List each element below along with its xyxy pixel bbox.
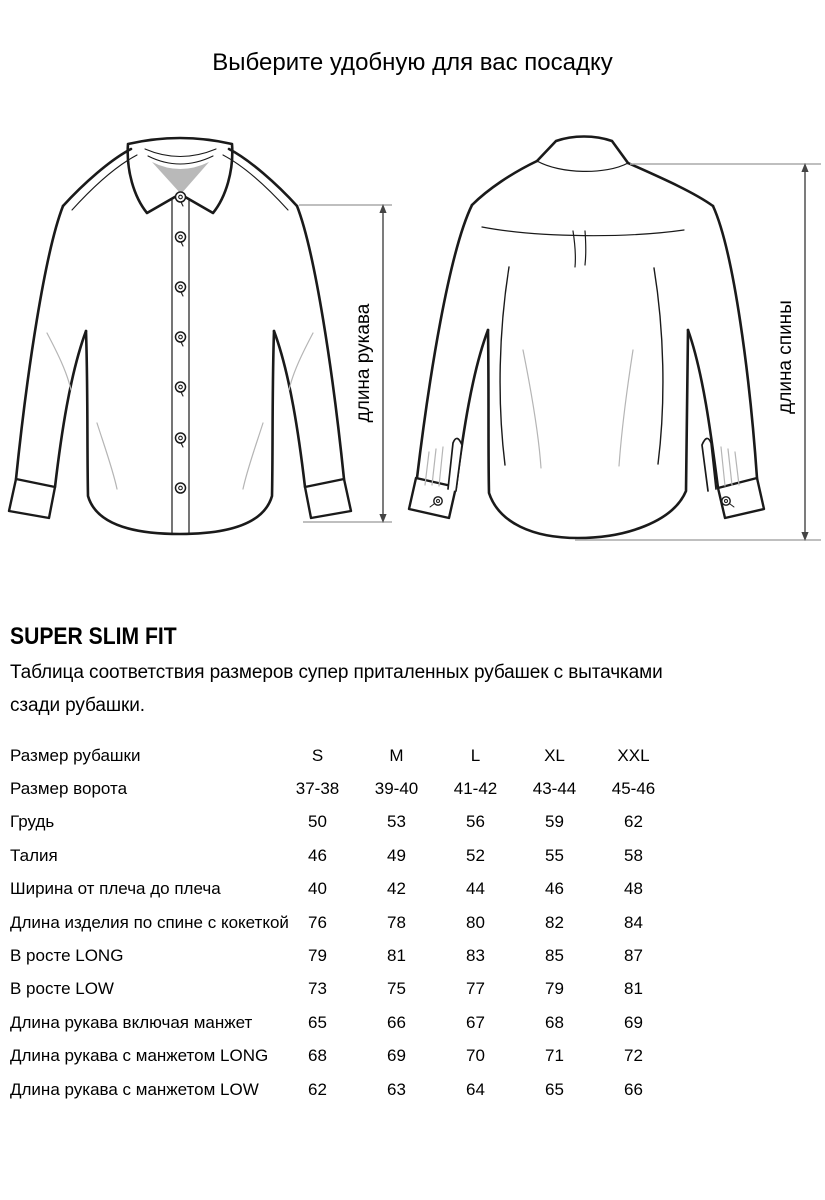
size-cell: 65 (308, 1012, 327, 1032)
size-cell: 58 (624, 845, 643, 865)
size-cell: 68 (308, 1046, 327, 1066)
table-row (10, 806, 673, 839)
size-cell: 65 (545, 1079, 564, 1099)
size-guide-figure (0, 0, 825, 575)
size-cell: 81 (624, 979, 643, 999)
size-cell: 56 (466, 812, 485, 832)
size-cell: 45-46 (611, 779, 656, 799)
row-label: Размер рубашки (10, 745, 141, 765)
shirt-back-illustration (409, 137, 764, 539)
size-cell: 79 (545, 979, 564, 999)
shirt-front-illustration (9, 138, 351, 534)
size-cell: 53 (387, 812, 406, 832)
sleeve-length-label: длина рукава (353, 303, 374, 423)
collar-shade (152, 162, 209, 194)
size-cell: 67 (466, 1012, 485, 1032)
page-title: Выберите удобную для вас посадку (212, 49, 613, 76)
size-cell: 75 (387, 979, 406, 999)
row-label: Талия (10, 845, 58, 865)
table-row (10, 873, 673, 906)
row-label: Длина рукава включая манжет (10, 1012, 253, 1032)
size-cell: 78 (387, 912, 406, 932)
right-sleeve-placket (702, 438, 716, 491)
size-cell: 48 (624, 879, 643, 899)
table-row (10, 973, 673, 1006)
size-cell: 46 (545, 879, 564, 899)
size-column-header: S (311, 745, 324, 765)
size-cell: 42 (387, 879, 406, 899)
fit-description-line: Таблица соответствия размеров супер приталенных рубашек с вытачками (10, 662, 663, 683)
size-cell: 63 (387, 1079, 406, 1099)
row-label: В росте LONG (10, 946, 124, 966)
table-row (10, 1073, 673, 1106)
size-cell: 85 (545, 946, 564, 966)
size-cell: 70 (466, 1046, 485, 1066)
size-cell: 44 (466, 879, 485, 899)
size-cell: 69 (624, 1012, 643, 1032)
table-row (10, 906, 673, 939)
size-cell: 62 (308, 1079, 327, 1099)
size-column-header: L (470, 745, 481, 765)
size-cell: 62 (624, 812, 643, 832)
table-row (10, 1006, 673, 1039)
size-cell: 43-44 (532, 779, 577, 799)
size-cell: 39-40 (374, 779, 419, 799)
row-label: Грудь (10, 812, 55, 832)
size-cell: 76 (308, 912, 327, 932)
size-table (10, 739, 673, 1106)
table-row (10, 939, 673, 972)
size-column-header: XL (544, 745, 565, 765)
back-cuff-buttons (430, 497, 734, 507)
size-cell: 72 (624, 1046, 643, 1066)
left-sleeve-placket (448, 438, 462, 491)
fit-description-line: сзади рубашки. (10, 695, 145, 716)
size-cell: 82 (545, 912, 564, 932)
size-cell: 55 (545, 845, 564, 865)
fit-description (10, 656, 810, 722)
size-cell: 64 (466, 1079, 485, 1099)
size-cell: 81 (387, 946, 406, 966)
size-cell: 41-42 (453, 779, 498, 799)
size-cell: 66 (387, 1012, 406, 1032)
size-cell: 46 (308, 845, 327, 865)
table-row (10, 1040, 673, 1073)
size-cell: 73 (308, 979, 327, 999)
size-cell: 77 (466, 979, 485, 999)
size-cell: 40 (308, 879, 327, 899)
back-length-arrow (575, 163, 821, 541)
size-cell: 68 (545, 1012, 564, 1032)
sleeve-length-arrow (299, 204, 392, 523)
front-buttons (176, 192, 186, 493)
row-label: В росте LOW (10, 979, 114, 999)
back-length-label: длина спины (775, 300, 796, 414)
size-cell: 52 (466, 845, 485, 865)
row-label: Ширина от плеча до плеча (10, 879, 221, 899)
table-row (10, 772, 673, 805)
size-cell: 49 (387, 845, 406, 865)
size-table-body (10, 772, 673, 1106)
size-cell: 50 (308, 812, 327, 832)
size-cell: 69 (387, 1046, 406, 1066)
size-cell: 79 (308, 946, 327, 966)
table-header-row (10, 739, 673, 772)
size-column-header: XXL (617, 745, 650, 765)
size-cell: 37-38 (295, 779, 340, 799)
size-cell: 80 (466, 912, 485, 932)
row-label: Размер ворота (10, 779, 128, 799)
size-cell: 87 (624, 946, 643, 966)
size-cell: 71 (545, 1046, 564, 1066)
size-cell: 59 (545, 812, 564, 832)
size-column-header: M (389, 745, 404, 765)
table-row (10, 839, 673, 872)
size-cell: 84 (624, 912, 643, 932)
row-label: Длина изделия по спине с кокеткой (10, 912, 289, 932)
row-label: Длина рукава с манжетом LOW (10, 1079, 259, 1099)
row-label: Длина рукава с манжетом LONG (10, 1046, 269, 1066)
fit-heading: SUPER SLIM FIT (10, 623, 177, 650)
size-cell: 83 (466, 946, 485, 966)
size-cell: 66 (624, 1079, 643, 1099)
